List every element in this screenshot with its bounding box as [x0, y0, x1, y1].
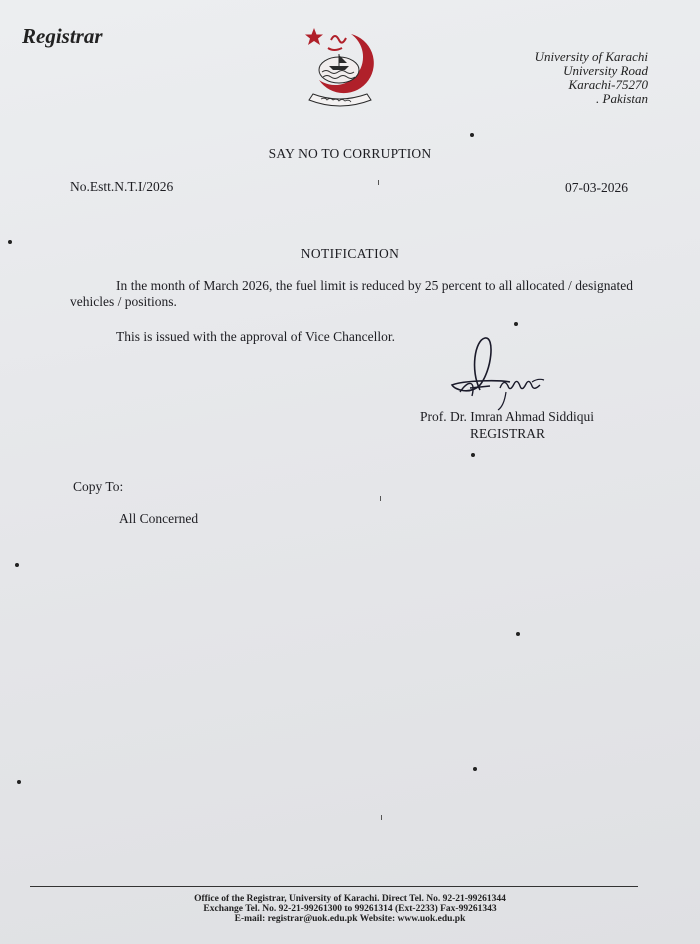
body-paragraph: In the month of March 2026, the fuel limit is reduced by 25 percent to all allocated / designated vehicles / positions.: [70, 278, 633, 309]
speck: [15, 563, 19, 567]
speck: [17, 780, 21, 784]
signatory-title: REGISTRAR: [470, 426, 546, 441]
signatory-name: Prof. Dr. Imran Ahmad Siddiqui: [420, 409, 594, 424]
letter-date: 07-03-2026: [565, 180, 628, 195]
approval-statement: This is issued with the approval of Vice Chancellor.: [116, 329, 396, 344]
speck: [380, 496, 381, 501]
slogan: SAY NO TO CORRUPTION: [268, 146, 432, 161]
copy-to-item: All Concerned: [119, 511, 199, 526]
footer-line: E-mail: registrar@uok.edu.pk Website: www.uok.edu.pk: [234, 914, 466, 924]
reference-number: No.Estt.N.T.I/2026: [70, 179, 174, 194]
speck: [516, 632, 520, 636]
speck: [381, 815, 382, 820]
speck: [8, 240, 12, 244]
address-line: Karachi-75270: [568, 77, 648, 92]
speck: [378, 180, 379, 185]
university-of-karachi-crest-icon: [301, 22, 379, 112]
notification-heading: NOTIFICATION: [300, 246, 400, 261]
speck: [473, 767, 477, 771]
copy-to-label: Copy To:: [73, 479, 124, 494]
speck: [471, 453, 475, 457]
university-address: [468, 50, 648, 106]
speck: [470, 133, 474, 137]
address-line: University of Karachi: [534, 49, 648, 64]
footer-line: Office of the Registrar, University of Karachi. Direct Tel. No. 92-21-99261344: [194, 894, 506, 904]
footer-line: Exchange Tel. No. 92-21-99261300 to 99261314 (Ext-2233) Fax-99261343: [203, 904, 497, 914]
handwritten-signature: [440, 330, 570, 420]
notification-body: [70, 278, 633, 310]
footer-contact: [0, 894, 700, 924]
address-line: . Pakistan: [596, 91, 648, 106]
office-title: Registrar: [22, 24, 103, 48]
address-line: University Road: [563, 63, 648, 78]
footer-divider: [30, 886, 638, 887]
speck: [514, 322, 518, 326]
